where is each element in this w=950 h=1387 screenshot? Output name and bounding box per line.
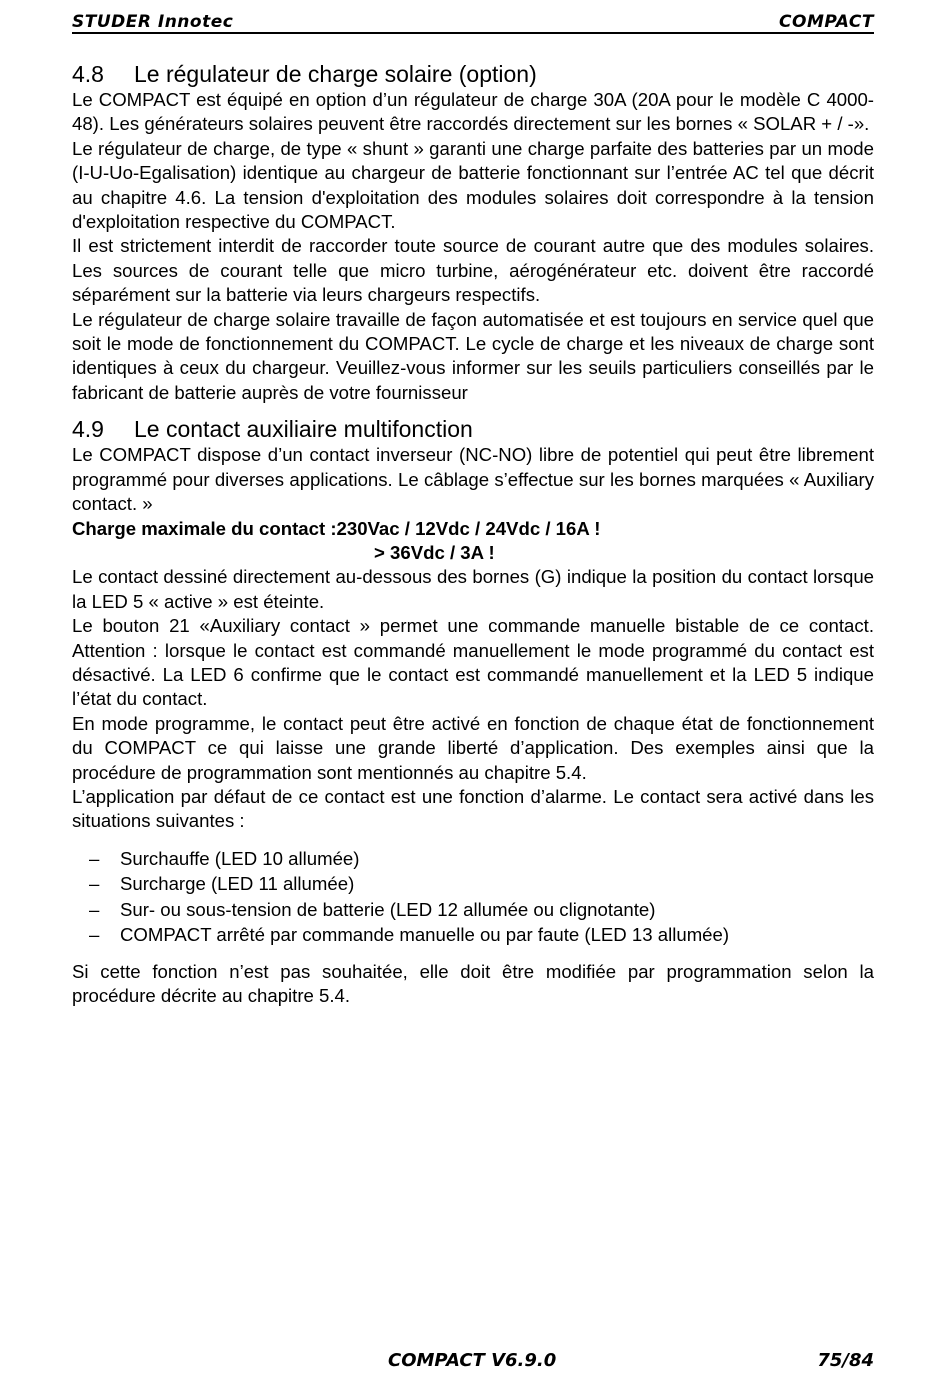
paragraph: Le bouton 21 «Auxiliary contact » permet une commande manuelle bistable de ce contact. Attention : lorsque le contact est commandé manuellement le mode programmé du contact est désactivé. La LED 6 confirme que le contact est commandé manuellement et la LED 5 indique l’état du contact.	[72, 615, 874, 710]
section-heading-4-9	[72, 415, 874, 443]
list-item	[72, 846, 874, 872]
paragraph: Le régulateur de charge solaire travaille de façon automatisée et est toujours en service quel que soit le mode de fonctionnement du COMPACT. Le cycle de charge et les niveaux de charge sont identiques à ceux du chargeur. Veuillez-vous informer sur les seuils particuliers conseillés par le fabricant de batterie auprès de votre fournisseur	[72, 308, 874, 403]
page-footer	[72, 1350, 874, 1374]
paragraph: Le régulateur de charge, de type « shunt » garanti une charge parfaite des batteries par un mode (I-U-Uo-Egalisation) identique au chargeur de batterie fonctionnant sur l’entrée AC tel que décrit au chapitre 4.6. La tension d'exploitation des modules solaires doit correspondre à la tension d'exploitation respective du COMPACT.	[72, 137, 874, 233]
list-dash: –	[89, 873, 100, 895]
section-number: 4.9	[72, 416, 104, 443]
paragraph: Il est strictement interdit de raccorder toute source de courant autre que des modules solaires. Les sources de courant telle que micro turbine, aérogénérateur etc. doivent être raccordé séparément sur la batterie via leurs chargeurs respectifs.	[72, 235, 874, 306]
list-item	[72, 922, 874, 948]
section-number: 4.8	[72, 61, 104, 87]
list-dash: –	[89, 924, 100, 946]
paragraph: Si cette fonction n’est pas souhaitée, elle doit être modifiée par programmation selon la procédure décrite au chapitre 5.4.	[72, 960, 874, 1007]
list-item	[72, 897, 874, 923]
section-title: Le contact auxiliaire multifonction	[134, 416, 473, 443]
paragraph: Le contact dessiné directement au-dessous des bornes (G) indique la position du contact lorsque la LED 5 « active » est éteinte.	[72, 566, 874, 612]
list-item-text: Surcharge (LED 11 allumée)	[120, 873, 355, 895]
paragraph: En mode programme, le contact peut être activé en fonction de chaque état de fonctionnement du COMPACT ce qui laisse une grande liberté d’application. Des exemples ainsi que la procédure de programmation sont mentionnés au chapitre 5.4.	[72, 712, 874, 783]
page-number: 75/84	[817, 1350, 874, 1371]
max-load-line: Charge maximale du contact :230Vac / 12Vdc / 24Vdc / 16A !	[72, 517, 601, 539]
header-brand: STUDER Innotec	[72, 12, 234, 32]
header-product: COMPACT	[779, 12, 874, 32]
paragraph: L’application par défaut de ce contact est une fonction d’alarme. Le contact sera activé dans les situations suivantes :	[72, 785, 874, 832]
list-item-text: Sur- ou sous-tension de batterie (LED 12 allumée ou clignotante)	[120, 898, 656, 920]
section-heading-4-8	[72, 60, 874, 88]
alarm-conditions-list	[72, 846, 874, 948]
list-item	[72, 871, 874, 897]
document-body	[72, 60, 874, 1009]
footer-version: COMPACT V6.9.0	[388, 1350, 557, 1371]
max-load-line-2: > 36Vdc / 3A !	[374, 541, 495, 563]
paragraph: Le COMPACT est équipé en option d’un régulateur de charge 30A (20A pour le modèle C 4000-48). Les générateurs solaires peuvent être raccordés directement sur les bornes « SOLAR + / -».	[72, 89, 874, 135]
list-item-text: Surchauffe (LED 10 allumée)	[120, 847, 360, 869]
page-header	[72, 10, 874, 34]
list-item-text: COMPACT arrêté par commande manuelle ou par faute (LED 13 allumée)	[120, 924, 730, 946]
list-dash: –	[89, 847, 100, 869]
section-title: Le régulateur de charge solaire (option)	[134, 61, 537, 87]
list-dash: –	[89, 898, 100, 920]
paragraph: Le COMPACT dispose d’un contact inverseur (NC-NO) libre de potentiel qui peut être librement programmé pour diverses applications. Le câblage s’effectue sur les bornes marquées « Auxiliary contact. »	[72, 444, 874, 515]
